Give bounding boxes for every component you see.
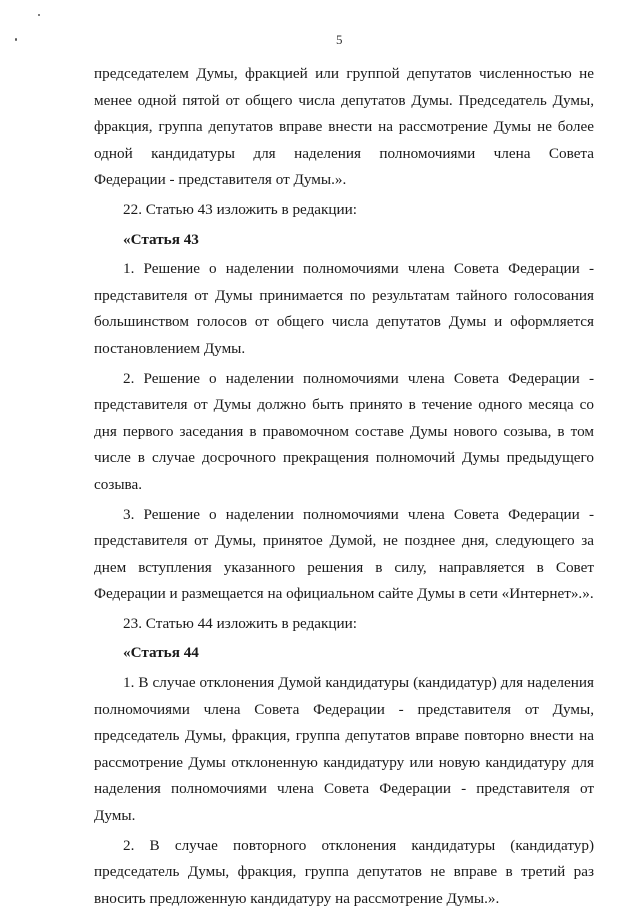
article-43-part-1: 1. Решение о наделении полномочиями члена Совета Федерации - представителя от Думы принимается по результатам тайного голосования большинством голосов от общего числа депутатов Думы и оформляется постановлением Думы. [94, 260, 594, 357]
paragraph-line: фракция, группа депутатов вправе внести на рассмотрение Думы не более [94, 118, 594, 136]
article-44-part-2: 2. В случае повторного отклонения кандидатуры (кандидатур) председатель Думы, фракция, группа депутатов не вправе в третий раз вносить предложенную кандидатуру на рассмотрение Думы.». [94, 836, 594, 907]
scan-speck [15, 38, 17, 41]
article-43-part-3: 3. Решение о наделении полномочиями члена Совета Федерации - представителя от Думы, принятое Думой, не позднее дня, следующего за днем вступления указанного решения в силу, направляется в Совет Федерации и размещается на официальном сайте Думы в сети «Интернет».». [94, 505, 594, 603]
amendment-item-23: 23. Статью 44 изложить в редакции: [123, 614, 358, 632]
page-number: 5 [336, 32, 343, 47]
article-43-part-2: 2. Решение о наделении полномочиями члена Совета Федерации - представителя от Думы должно быть принято в течение одного месяца со дня первого заседания в правомочном составе Думы нового созыва, в том числе в случае досрочного прекращения полномочий Думы предыдущего созыва. [94, 369, 594, 493]
article-43-title: «Статья 43 [123, 230, 199, 248]
scan-speck [38, 14, 40, 16]
paragraph-line: одной кандидатуры для наделения полномочиями члена Совета [94, 144, 594, 162]
amendment-item-22: 22. Статью 43 изложить в редакции: [123, 200, 358, 218]
paragraph-line: Федерации - представителя от Думы.». [94, 171, 347, 189]
document-body [94, 61, 594, 912]
paragraph-line: председателем Думы, фракцией или группой депутатов численностью не [94, 65, 594, 82]
paragraph-line: менее одной пятой от общего числа депутатов Думы. Председатель Думы, [94, 91, 594, 109]
article-44-title: «Статья 44 [123, 644, 199, 662]
article-44-part-1: 1. В случае отклонения Думой кандидатуры (кандидатур) для наделения полномочиями члена Совета Федерации - представителя от Думы, председатель Думы, фракция, группа депутатов вправе повторно внести на рассмотрение Думы отклоненную кандидатуру или новую кандидатуру для наделения полномочиями члена Совета Федерации - представителя от Думы. [94, 674, 594, 825]
